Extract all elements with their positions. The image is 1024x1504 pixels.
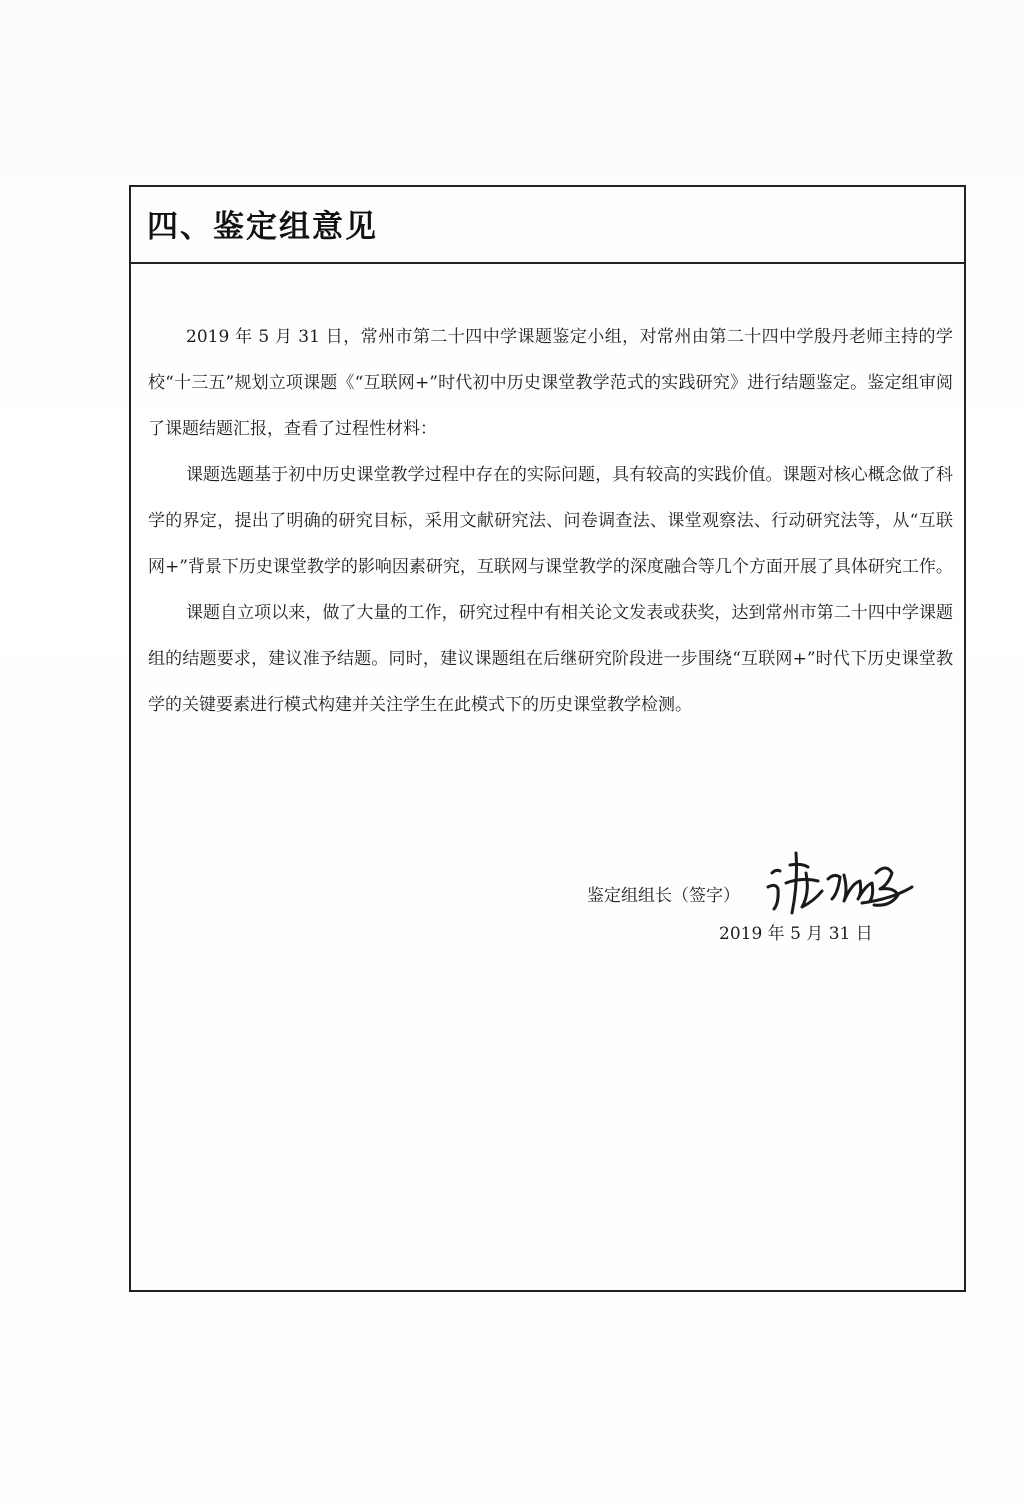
opinion-paragraph-3: 课题自立项以来，做了大量的工作，研究过程中有相关论文发表或获奖，达到常州市第二十四中学课题组的结题要求，建议准予结题。同时，建议课题组在后继研究阶段进一步围绕“互联网+”时代下历史课堂教学的关键要素进行模式构建并关注学生在此模式下的历史课堂教学检测。 [148,603,953,715]
handwritten-signature [762,843,922,923]
opinion-form-box [129,185,966,1292]
signature-row [587,877,947,917]
opinion-body [148,314,953,728]
opinion-paragraph-1: 2019 年 5 月 31 日，常州市第二十四中学课题鉴定小组，对常州由第二十四中学殷丹老师主持的学校“十三五”规划立项课题《“互联网+”时代初中历史课堂教学范式的实践研究》进行结题鉴定。鉴定组审阅了课题结题汇报，查看了过程性材料： [148,327,953,439]
opinion-paragraph-2: 课题选题基于初中历史课堂教学过程中存在的实际问题，具有较高的实践价值。课题对核心概念做了科学的界定，提出了明确的研究目标，采用文献研究法、问卷调查法、课堂观察法、行动研究法等，从“互联网+”背景下历史课堂教学的影响因素研究，互联网与课堂教学的深度融合等几个方面开展了具体研究工作。 [148,465,953,577]
section-header [131,187,964,264]
signature-label: 鉴定组组长（签字） [587,886,740,906]
signature-date: 2019 年 5 月 31 日 [719,924,873,944]
section-title: 四、鉴定组意见 [147,209,378,245]
